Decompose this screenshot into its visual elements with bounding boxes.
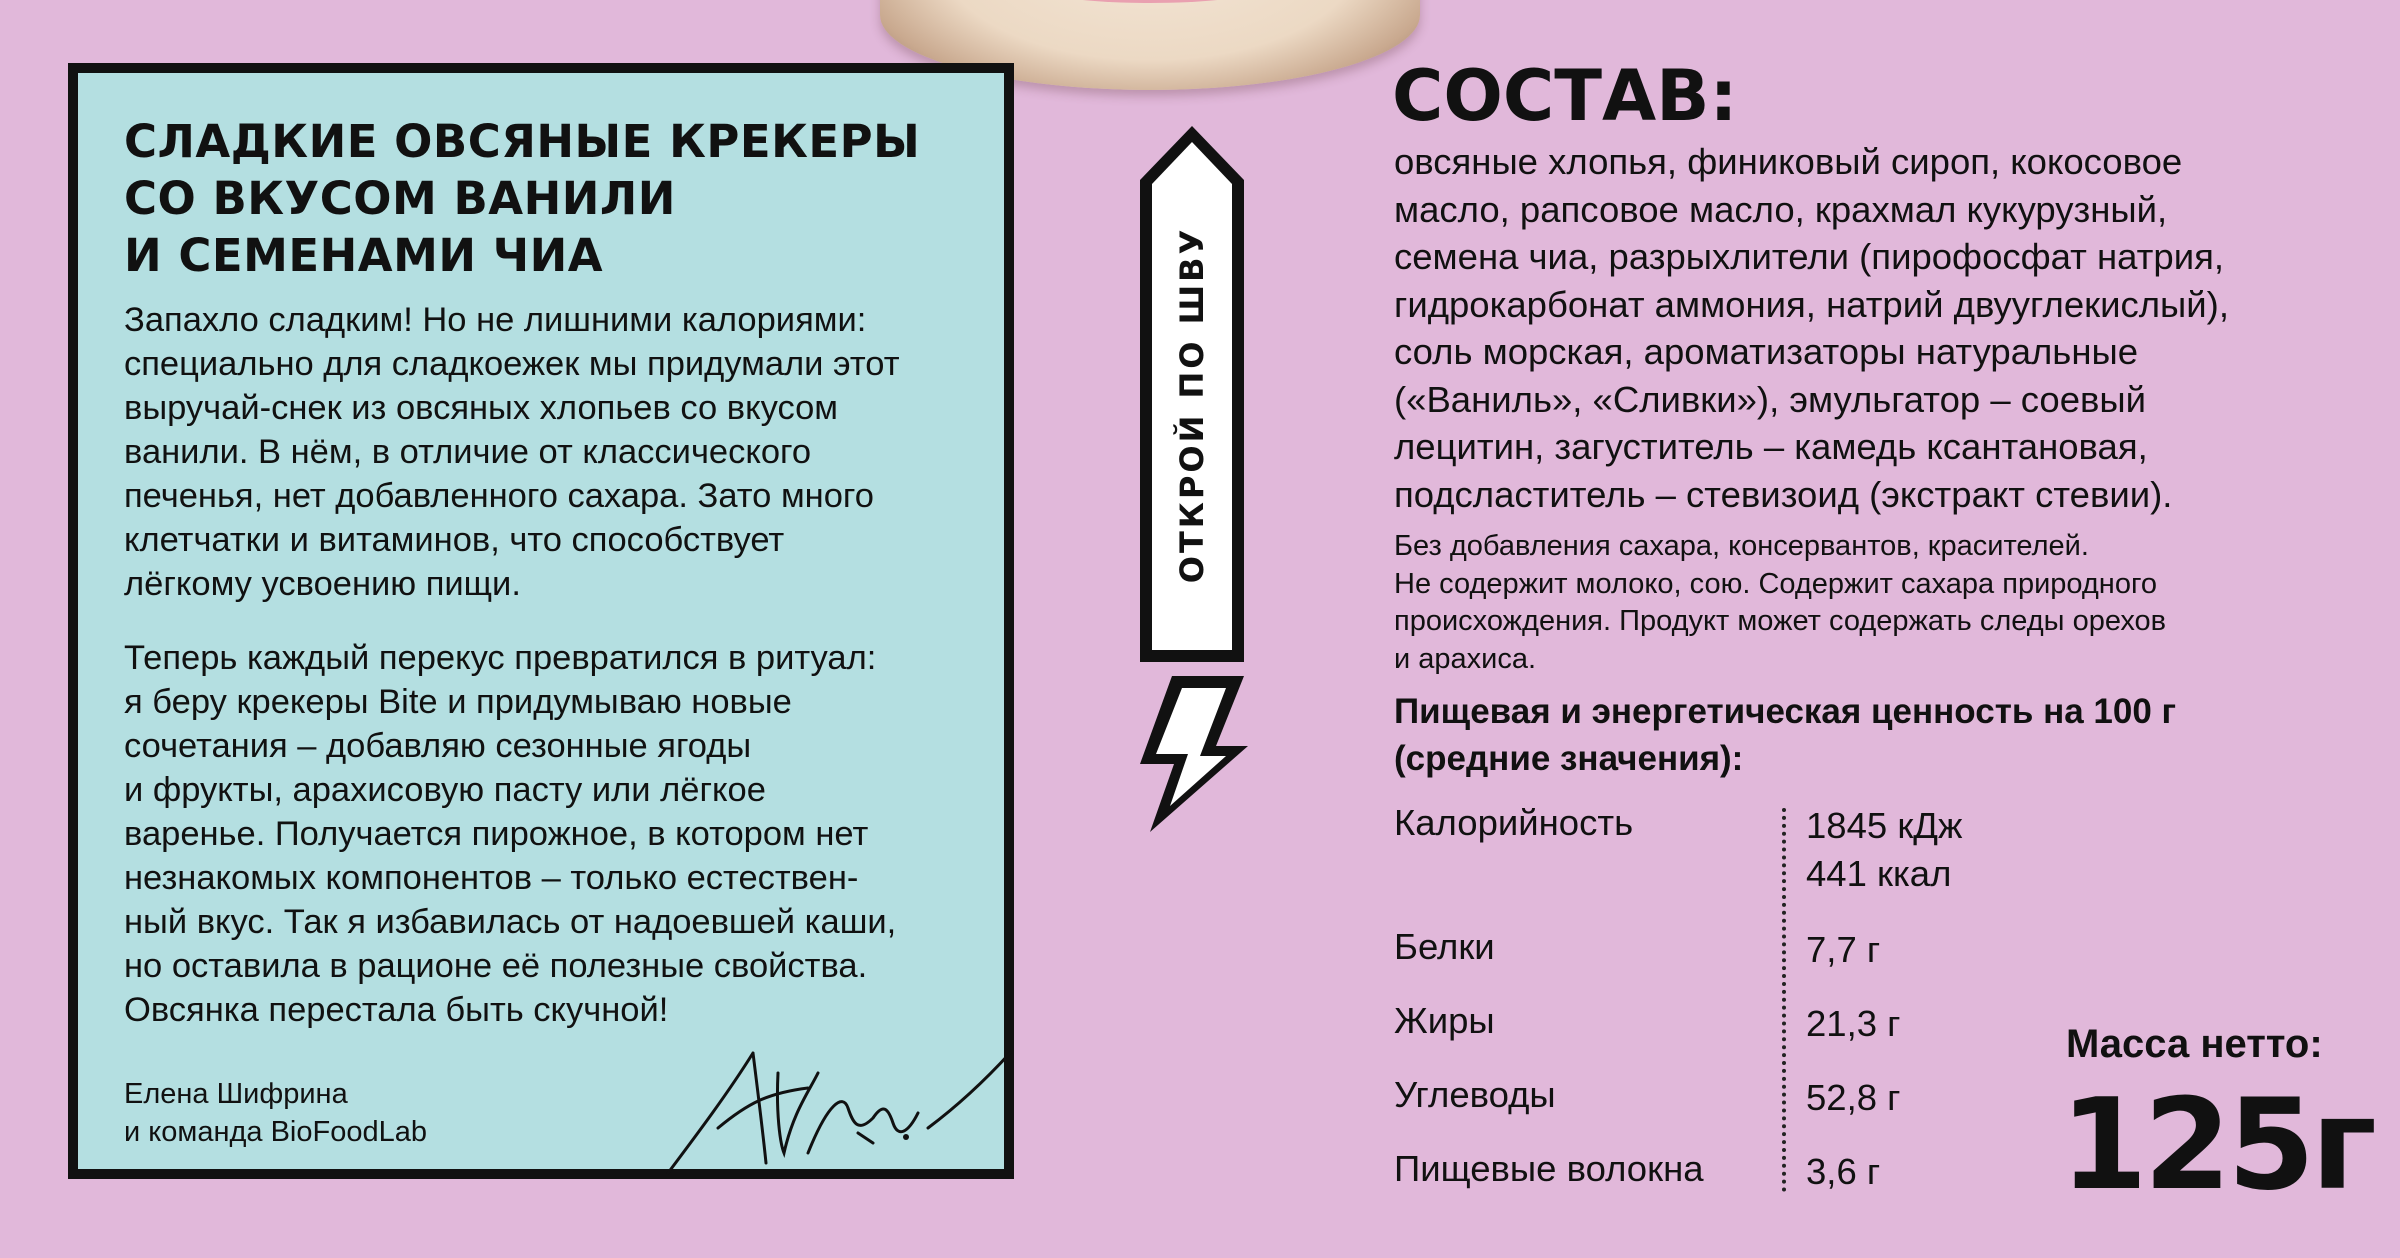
- nutrient-name: Пищевые волокна: [1394, 1148, 1704, 1189]
- story-line: незнакомых компонентов – только естествен-: [124, 859, 859, 897]
- ingredients-line: масло, рапсовое масло, крахмал кукурузный,: [1394, 188, 2168, 230]
- ingredients-line: овсяные хлопья, финиковый сироп, кокосовое: [1394, 141, 2183, 182]
- nutrient-value-line: 1845 кДж: [1806, 805, 1963, 846]
- nutrient-name: Калорийность: [1394, 802, 1634, 843]
- nutrient-value: [1806, 802, 1962, 898]
- nutrient-value: [1806, 1000, 1901, 1048]
- allergen-note: [1394, 528, 2166, 678]
- nutrition-divider: [1782, 808, 1786, 1192]
- story-line: и фрукты, арахисовую пасту или лёгкое: [124, 771, 766, 809]
- story-line: клетчатки и витаминов, что способствует: [124, 521, 785, 559]
- ingredients-line: («Ваниль», «Сливки»), эмульгатор – соевый: [1394, 378, 2147, 420]
- story-line: ный вкус. Так я избавилась от надоевшей каши,: [124, 903, 897, 941]
- ingredients-line: лецитин, загуститель – камедь ксантановая,: [1394, 426, 2148, 467]
- author-credit: [124, 1075, 427, 1151]
- nutrition-title-line: Пищевая и энергетическая ценность на 100 г: [1394, 692, 2177, 731]
- story-line: варенье. Получается пирожное, в котором нет: [124, 815, 869, 853]
- lightning-bolt-icon: [1132, 668, 1254, 838]
- story-line: ванили. В нём, в отличие от классического: [124, 433, 812, 471]
- nutrient-value: [1806, 926, 1880, 974]
- allergen-note-line: происхождения. Продукт может содержать следы орехов: [1394, 605, 2167, 637]
- story-line: Запахло сладким! Но не лишними калориями:: [124, 301, 867, 339]
- nutrient-name: Углеводы: [1394, 1074, 1556, 1115]
- product-title-line: СО ВКУСОМ ВАНИЛИ: [124, 172, 676, 225]
- nutrient-name: Белки: [1394, 926, 1495, 967]
- product-title-line: И СЕМЕНАМИ ЧИА: [124, 229, 604, 282]
- handwritten-signature: [658, 1033, 1018, 1183]
- story-paragraph-2: [124, 636, 960, 1032]
- author-name: Елена Шифрина: [124, 1078, 348, 1110]
- ingredients-line: подсластитель – стевизоид (экстракт стевии).: [1394, 473, 2173, 515]
- nutrition-title: [1394, 688, 2176, 782]
- nutrient-value-line: 7,7 г: [1806, 929, 1881, 970]
- net-weight-value: 125г: [2060, 1071, 2373, 1218]
- story-line: Теперь каждый перекус превратился в ритуал:: [124, 639, 877, 677]
- nutrient-value-line: 52,8 г: [1806, 1077, 1901, 1118]
- story-line: но оставила в рационе её полезные свойства.: [124, 947, 868, 985]
- story-line: сочетания – добавляю сезонные ягоды: [124, 727, 752, 765]
- ingredients-list: [1394, 138, 2229, 518]
- net-weight-label: Масса нетто:: [2066, 1022, 2323, 1066]
- story-line: выручай-снек из овсяных хлопьев со вкусом: [124, 389, 839, 427]
- ingredients-line: гидрокарбонат аммония, натрий двууглекислый),: [1394, 283, 2229, 325]
- ingredients-line: семена чиа, разрыхлители (пирофосфат натрия,: [1394, 236, 2224, 277]
- story-line: печенья, нет добавленного сахара. Зато много: [124, 477, 874, 515]
- story-line: лёгкому усвоению пищи.: [124, 565, 521, 603]
- allergen-note-line: Без добавления сахара, консервантов, красителей.: [1394, 530, 2089, 562]
- nutrient-value-line: 3,6 г: [1806, 1151, 1881, 1192]
- nutrient-value-line: 21,3 г: [1806, 1003, 1901, 1044]
- allergen-note-line: и арахиса.: [1394, 642, 1537, 675]
- nutrient-name: Жиры: [1394, 1000, 1495, 1041]
- open-along-seam-label: ОТКРОЙ ПО ШВУ: [1173, 226, 1212, 584]
- allergen-note-line: Не содержит молоко, сою. Содержит сахара природного: [1394, 567, 2158, 600]
- story-line: специально для сладкоежек мы придумали этот: [124, 345, 900, 383]
- product-title-line: СЛАДКИЕ ОВСЯНЫЕ КРЕКЕРЫ: [124, 115, 921, 168]
- story-paragraph-1: [124, 298, 960, 606]
- nutrition-title-line: (средние значения):: [1394, 739, 1744, 778]
- product-title: [124, 113, 960, 284]
- ingredients-line: соль морская, ароматизаторы натуральные: [1394, 331, 2139, 372]
- story-line: Овсянка перестала быть скучной!: [124, 991, 669, 1029]
- author-team: и команда BioFoodLab: [124, 1116, 427, 1148]
- nutrient-value-line: 441 ккал: [1806, 853, 1952, 894]
- nutrient-value: [1806, 1074, 1901, 1122]
- nutrient-value: [1806, 1148, 1880, 1196]
- open-label-wrap: [1132, 180, 1252, 630]
- story-box: [68, 63, 1014, 1179]
- composition-title: СОСТАВ:: [1392, 55, 1738, 137]
- story-line: я беру крекеры Bite и придумываю новые: [124, 683, 792, 721]
